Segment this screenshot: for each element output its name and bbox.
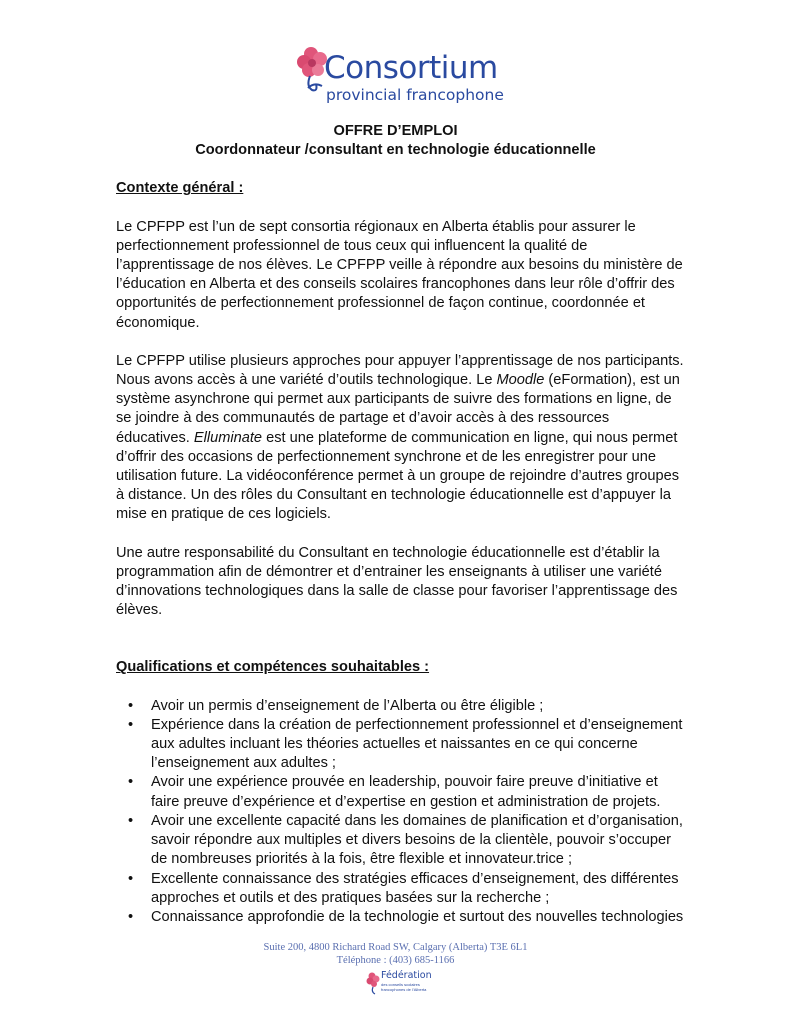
qualifications-list [116,697,686,927]
list-item-text: Connaissance approfondie de la technologie et surtout des nouvelles technologies [151,908,684,925]
context-paragraph-1: Le CPFPP est l’un de sept consortia régionaux en Alberta établis pour assurer le perfectionnement professionnel de tous ceux qui influencent la qualité de l’apprentissage de nos élèves. Le CPFPP veille à répondre aux besoins du ministère de l’éducation en Alberta et des conseils scolaires francophones dans leur rôle d’offrir des opportunités de perfectionnement professionnel de façon continue, coordonnée et économique. [116,218,683,331]
section-heading-context: Contexte général : [116,180,244,197]
list-item-text: Excellente connaissance des stratégies efficaces d’enseignement, des différentes approches et outils et des pratiques basées sur la recherche ; [151,870,679,906]
para2-text-c: est une plateforme de communication en ligne, qui nous permet d’offrir des occasions de perfectionnement synchrone et de les enregistrer pour une utilisation future. La vidéoconférence permet à un groupe de rejoindre d’autres groupes à distance. Un des rôles du Consultant en technologie éducationnelle est d’appuyer la mise en pratique de ces logiciels. [116,429,680,523]
section-heading-qualifications: Qualifications et compétences souhaitables : [116,659,430,676]
list-item [116,697,686,716]
federation-sub-line-1: des conseils scolaires [381,982,420,987]
document-title: OFFRE D’EMPLOI [333,123,458,139]
bullet-icon: • [128,812,134,829]
bullet-icon: • [128,716,134,733]
context-paragraph-2 [116,352,686,525]
list-item-text: Avoir une expérience prouvée en leadership, pouvoir faire preuve d’initiative et faire preuve d’expérience et d’expertise en gestion et administration de projets. [151,774,661,810]
para2-text-a: Le CPFPP utilise plusieurs approches pour appuyer l’apprentissage de nos participants. Nous avons accès à une variété d’outils technologique. Le [116,352,684,389]
bullet-icon: • [128,774,134,791]
list-item-text: Avoir une excellente capacité dans les domaines de planification et d’organisation, savoir répondre aux multiples et divers besoins de la clientèle, pouvoir s’occuper de nombreuses priorités à la fois, être flexible et innovateur.trice ; [151,812,683,868]
consortium-logo [296,42,504,108]
list-item [116,870,686,908]
document-body [116,122,686,927]
footer-phone: Téléphone : (403) 685-1166 [336,955,455,966]
list-item-text: Avoir un permis d’enseignement de l’Alberta ou être éligible ; [151,697,544,714]
federation-sub-line-2: francophones de l’Alberta [381,987,427,992]
federation-subtitle [381,982,426,992]
position-title: Coordonnateur /consultant en technologie éducationnelle [195,142,596,159]
bullet-icon: • [128,697,134,714]
elluminate-term: Elluminate [193,429,263,446]
list-item-text: Expérience dans la création de perfectionnement professionnel et d’enseignement aux adultes incluant les théories actuelles et naissantes en ce qui concerne l’enseignement aux adultes ; [151,716,683,772]
list-item [116,716,686,774]
moodle-term: Moodle [496,372,545,389]
list-item [116,908,686,927]
para2-text-b: (eFormation), est un système asynchrone qui permet aux participants de suivre des formations en ligne, de se joindre à des communautés de partage et d’avoir accès à des ressources éducatives. [116,372,680,446]
bullet-icon: • [128,870,134,887]
federation-logo [366,970,436,996]
list-item [116,812,686,870]
logo-name: Consortium [324,50,498,86]
federation-name: Fédération [381,970,432,981]
logo-subtitle: provincial francophone [326,86,504,104]
context-paragraph-3: Une autre responsabilité du Consultant en technologie éducationnelle est d’établir la programmation afin de démontrer et d’entrainer les enseignants à utiliser une variété d’innovations technologiques dans la salle de classe pour favoriser l’apprentissage des élèves. [116,544,678,619]
footer [0,941,791,967]
footer-address: Suite 200, 4800 Richard Road SW, Calgary (Alberta) T3E 6L1 [263,942,528,953]
federation-flower-icon [366,970,382,996]
list-item [116,773,686,811]
bullet-icon: • [128,908,134,925]
